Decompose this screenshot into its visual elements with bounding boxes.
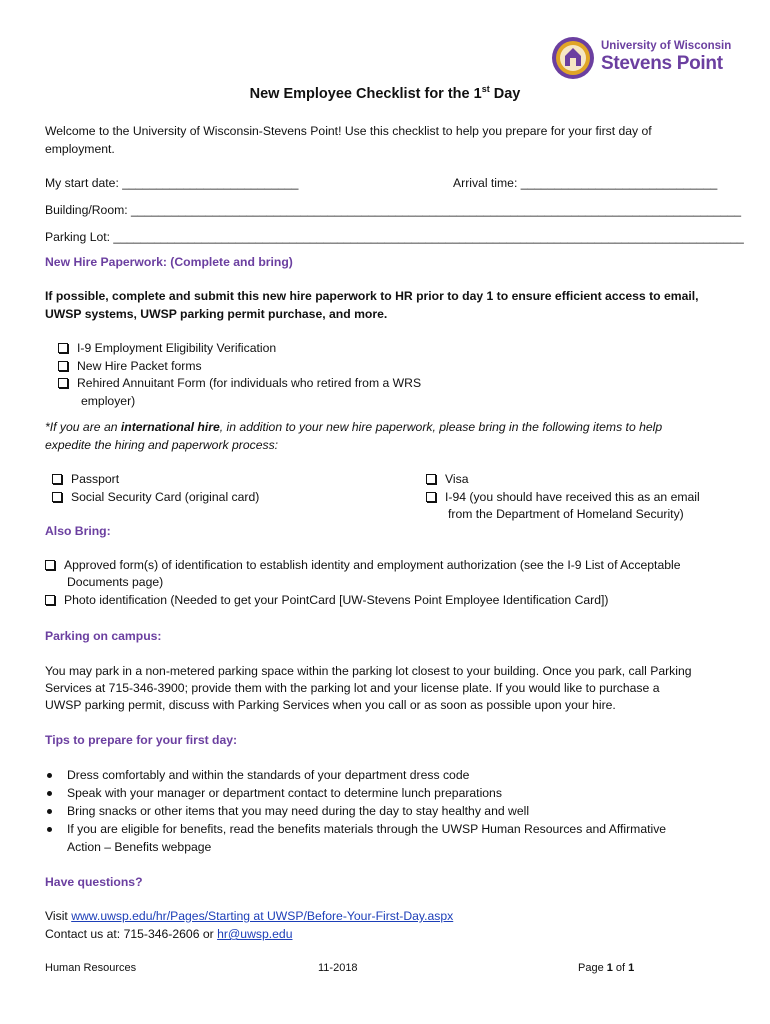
parking-lot-field[interactable]: Parking Lot: _____________________________________________________________________________________________ [45, 230, 744, 244]
international-note-line1: *If you are an international hire, in addition to your new hire paperwork, please bring in the following items to help [45, 420, 663, 434]
footer-department: Human Resources [45, 962, 137, 974]
also-bring-item-continued: Documents page) [67, 575, 164, 589]
uwsp-seal-icon [551, 36, 595, 80]
title-main: New Employee Checklist for the 1 [249, 86, 482, 102]
building-room-field[interactable]: Building/Room: __________________________________________________________________________________________ [45, 203, 742, 217]
bullet-icon [47, 827, 52, 832]
international-note-line2: expedite the hiring and paperwork process: [45, 438, 279, 452]
also-bring-item[interactable]: Approved form(s) of identification to establish identity and employment authorization (see the I-9 List of Acceptable [45, 557, 680, 574]
title-end: Day [489, 86, 521, 102]
tip-item-continued: Action – Benefits webpage [67, 840, 212, 854]
tip-item: Dress comfortably and within the standards of your department dress code [67, 768, 470, 782]
contact-line: Contact us at: 715-346-2606 or hr@uwsp.edu [45, 927, 293, 941]
tip-item: Speak with your manager or department contact to determine lunch preparations [67, 786, 502, 800]
intro-line2: employment. [45, 142, 115, 156]
paperwork-instruction-line2: UWSP systems, UWSP parking permit purchase, and more. [45, 307, 388, 321]
checklist-item[interactable]: Rehired Annuitant Form (for individuals who retired from a WRS [58, 375, 421, 392]
checkbox-icon[interactable] [52, 492, 62, 502]
intl-item-visa[interactable]: Visa [426, 471, 469, 488]
also-bring-item[interactable]: Photo identification (Needed to get your PointCard [UW-Stevens Point Employee Identification Card]) [45, 592, 608, 609]
logo [551, 36, 731, 82]
tip-item: If you are eligible for benefits, read the benefits materials through the UWSP Human Resources and Affirmative [67, 822, 667, 836]
intl-item-passport[interactable]: Passport [52, 471, 119, 488]
tip-item: Bring snacks or other items that you may need during the day to stay healthy and well [67, 804, 530, 818]
parking-heading: Parking on campus: [45, 629, 162, 643]
footer-page-number: Page 1 of 1 [578, 962, 635, 974]
checkbox-icon[interactable] [58, 378, 68, 388]
intl-item-i94[interactable]: I-94 (you should have received this as an email [426, 489, 700, 506]
bullet-icon [47, 791, 52, 796]
first-day-link[interactable]: www.uwsp.edu/hr/Pages/Starting at UWSP/Before-Your-First-Day.aspx [71, 909, 454, 923]
intl-item-ssn-card[interactable]: Social Security Card (original card) [52, 489, 259, 506]
intl-item-i94-continued: from the Department of Homeland Security) [448, 507, 684, 521]
paperwork-heading: New Hire Paperwork: (Complete and bring) [45, 255, 293, 269]
bullet-icon [47, 773, 52, 778]
footer-date: 11-2018 [318, 962, 358, 974]
page-title [0, 84, 770, 102]
checkbox-icon[interactable] [426, 492, 436, 502]
bullet-icon [47, 809, 52, 814]
checkbox-icon[interactable] [45, 560, 55, 570]
logo-line1: University of Wisconsin [601, 40, 732, 52]
checkbox-icon[interactable] [426, 474, 436, 484]
hr-email-link[interactable]: hr@uwsp.edu [217, 927, 293, 941]
checklist-item[interactable]: New Hire Packet forms [58, 358, 202, 375]
title-sup: st [481, 84, 490, 94]
also-bring-heading: Also Bring: [45, 524, 111, 538]
paperwork-instruction-line1: If possible, complete and submit this new hire paperwork to HR prior to day 1 to ensure efficient access to email, [45, 289, 699, 303]
parking-text-line3: UWSP parking permit, discuss with Parking Services when you call or as soon as possible upon your hire. [45, 698, 616, 712]
parking-text-line2: Services at 715-346-3900; provide them with the parking lot and your license plate. If you would like to purchase a [45, 681, 660, 695]
checkbox-icon[interactable] [58, 343, 68, 353]
checklist-item[interactable]: I-9 Employment Eligibility Verification [58, 340, 276, 357]
start-date-field[interactable]: My start date: __________________________ [45, 176, 299, 190]
visit-line: Visit www.uwsp.edu/hr/Pages/Starting at UWSP/Before-Your-First-Day.aspx [45, 909, 454, 923]
checklist-item-continued: employer) [81, 394, 136, 408]
tips-heading: Tips to prepare for your first day: [45, 733, 238, 747]
arrival-time-field[interactable]: Arrival time: _____________________________ [453, 176, 718, 190]
parking-text-line1: You may park in a non-metered parking space within the parking lot closest to your building. Once you park, call Parking [45, 664, 692, 678]
questions-heading: Have questions? [45, 875, 143, 889]
checkbox-icon[interactable] [52, 474, 62, 484]
checkbox-icon[interactable] [58, 361, 68, 371]
logo-line2: Stevens Point [601, 53, 723, 74]
intro-line1: Welcome to the University of Wisconsin-Stevens Point! Use this checklist to help you prepare for your first day of [45, 124, 652, 138]
checkbox-icon[interactable] [45, 595, 55, 605]
